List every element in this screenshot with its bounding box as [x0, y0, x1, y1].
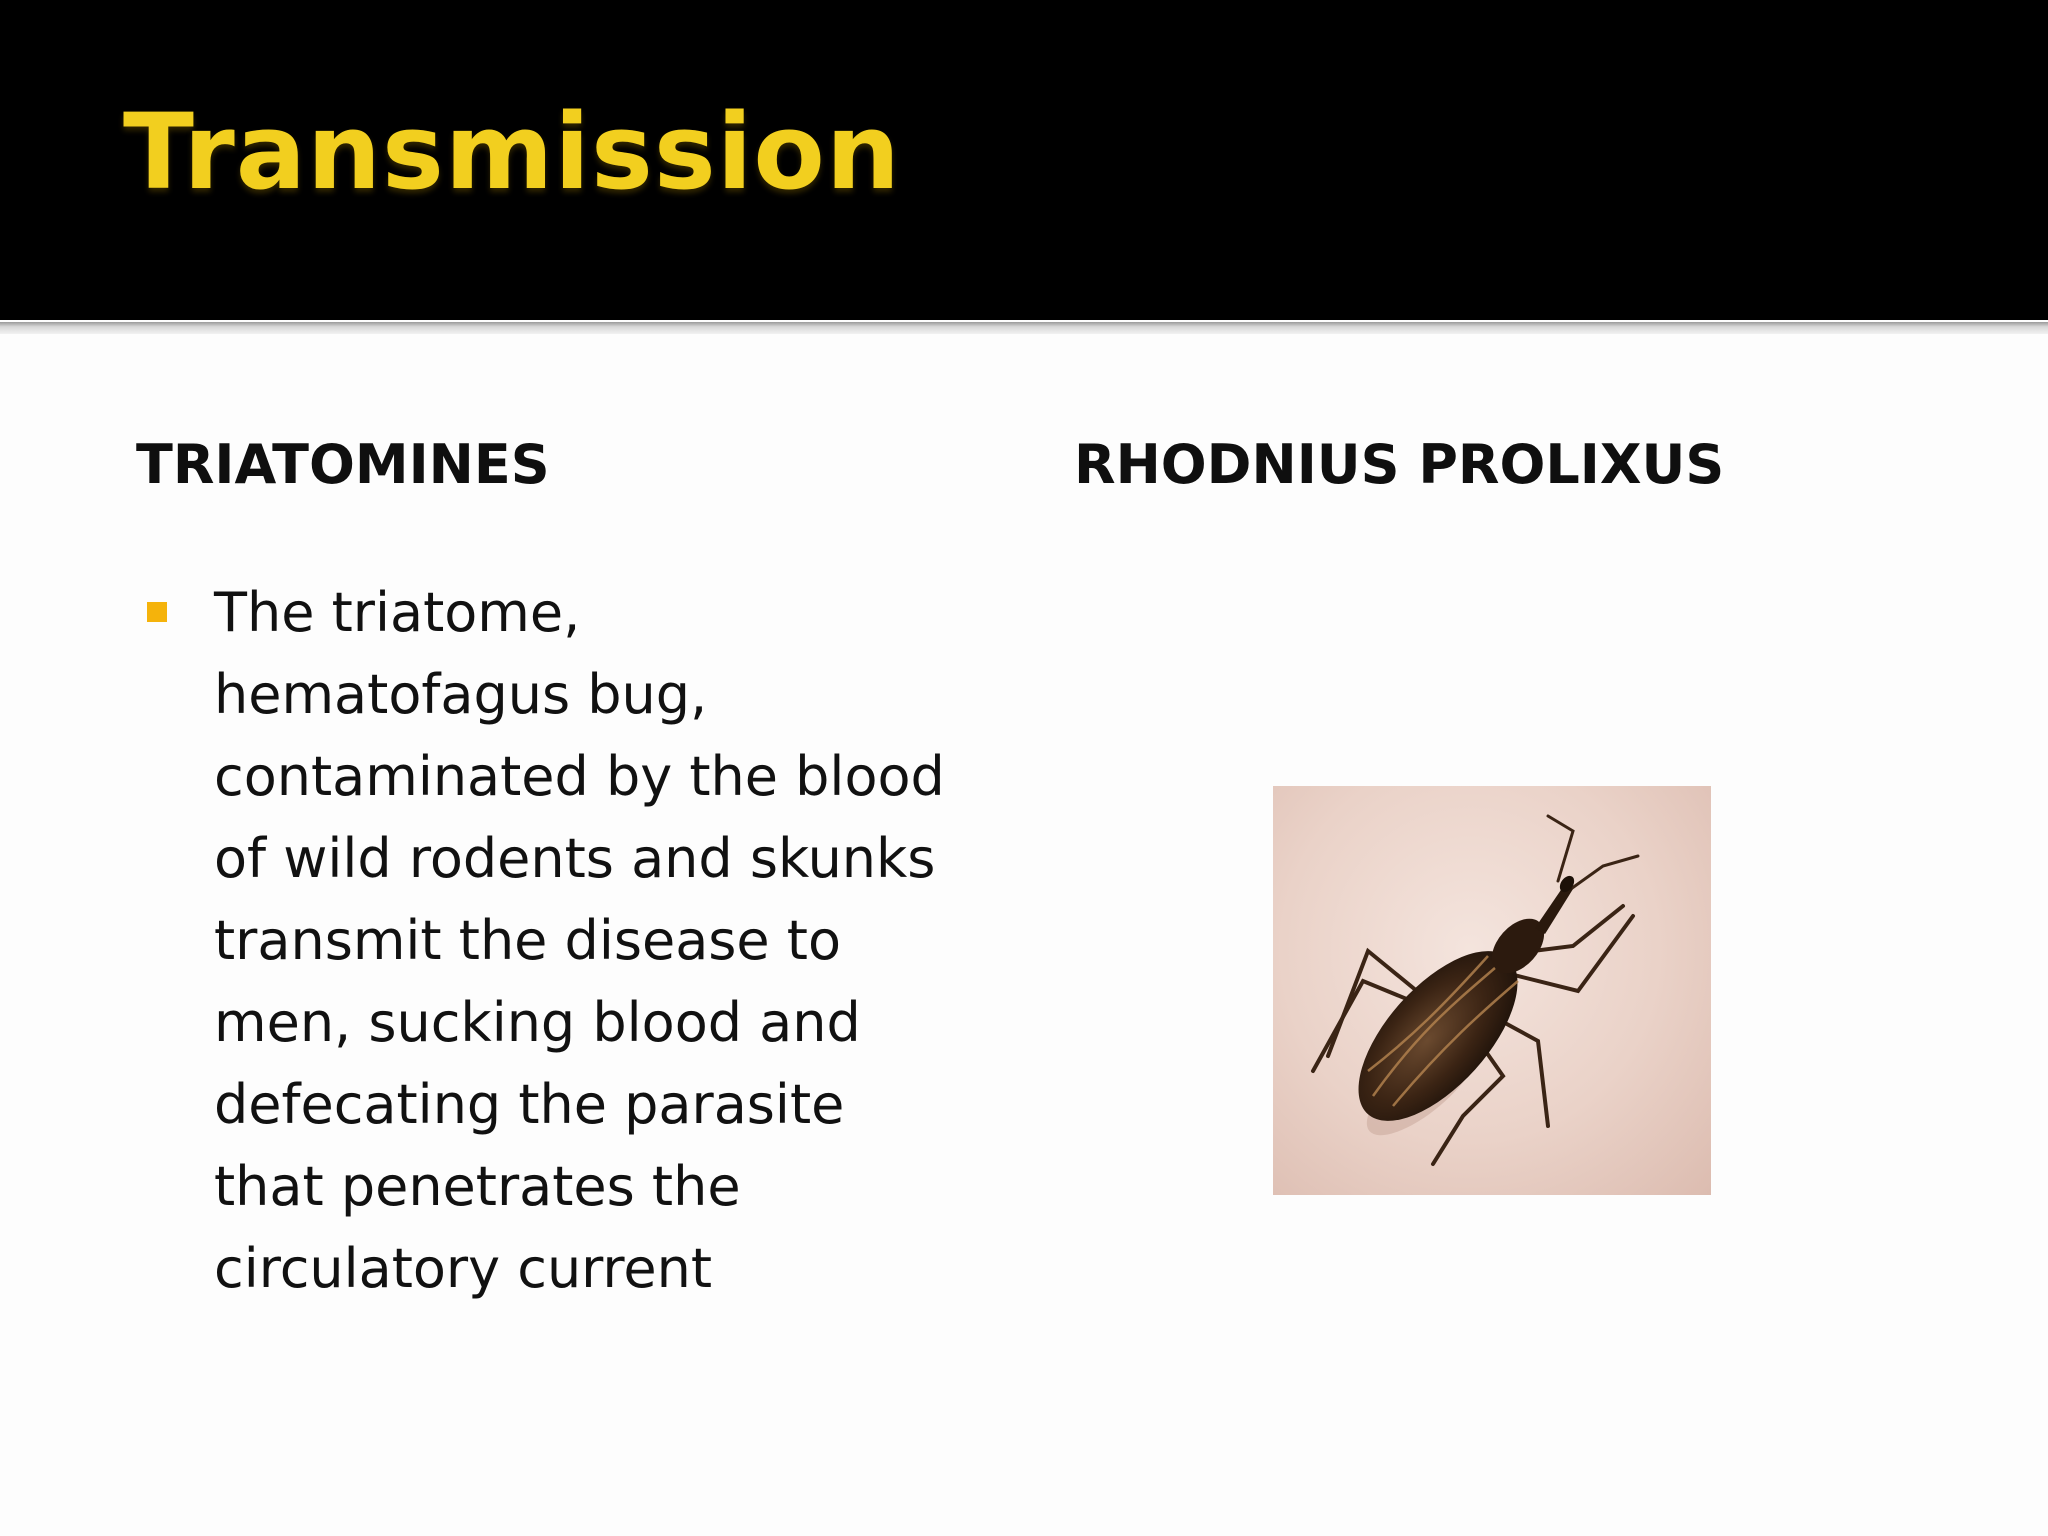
left-column-heading: TRIATOMINES	[136, 433, 550, 496]
bullet-item	[140, 572, 1000, 1310]
right-column-heading: RHODNIUS PROLIXUS	[1074, 433, 1725, 496]
kissing-bug-illustration	[1273, 786, 1711, 1195]
slide-title: Transmission	[123, 91, 901, 213]
bullet-list	[140, 572, 1000, 1310]
rhodnius-prolixus-photo	[1273, 786, 1711, 1195]
title-divider	[0, 322, 2048, 334]
bullet-text: The triatome, hematofagus bug, contaminated by the blood of wild rodents and skunks transmit the disease to men, sucking blood and defecating the parasite that penetrates the circulatory current	[214, 581, 945, 1300]
square-bullet-icon	[147, 602, 167, 622]
title-bar	[0, 0, 2048, 320]
